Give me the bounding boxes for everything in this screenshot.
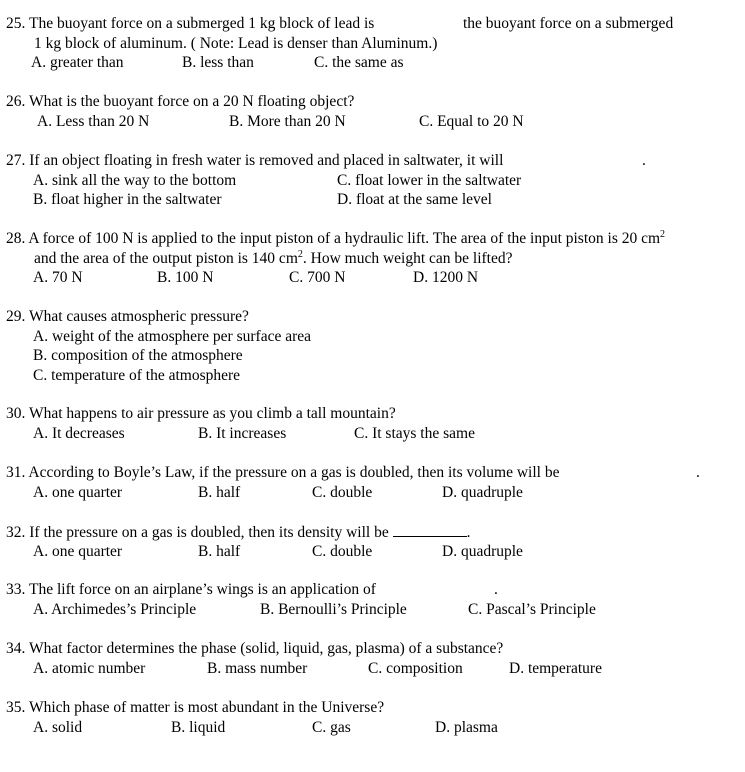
option-a[interactable]: A. one quarter bbox=[33, 542, 123, 560]
options-row bbox=[6, 112, 742, 132]
question-number: 31. bbox=[6, 464, 26, 481]
question-number: 26. bbox=[6, 93, 26, 110]
option-a[interactable]: A. sink all the way to the bottom bbox=[33, 171, 237, 189]
options-row bbox=[6, 424, 742, 444]
option-b[interactable]: B. half bbox=[198, 542, 241, 560]
option-b[interactable]: B. 100 N bbox=[157, 269, 214, 286]
question-stem bbox=[6, 229, 742, 249]
option-d[interactable]: D. float at the same level bbox=[337, 191, 492, 208]
question-number: 32. bbox=[6, 524, 26, 541]
question-text: and the area of the output piston is 140 cm bbox=[34, 249, 298, 267]
question-27 bbox=[6, 151, 742, 210]
question-text: If an object floating in fresh water is removed and placed in saltwater, it will bbox=[29, 152, 504, 169]
question-stem bbox=[6, 580, 742, 600]
option-c[interactable]: C. double bbox=[312, 542, 373, 560]
option-c[interactable]: C. It stays the same bbox=[354, 424, 475, 442]
question-number: 29. bbox=[6, 308, 26, 325]
question-25 bbox=[6, 14, 742, 73]
option-b[interactable]: B. less than bbox=[182, 54, 254, 71]
question-stem bbox=[6, 404, 742, 424]
option-b[interactable]: B. mass number bbox=[207, 659, 308, 677]
question-number: 33. bbox=[6, 581, 26, 598]
options-row bbox=[6, 659, 742, 679]
option-b[interactable]: B. More than 20 N bbox=[229, 112, 346, 130]
option-a[interactable]: A. solid bbox=[33, 718, 83, 736]
options-row bbox=[6, 53, 742, 73]
answer-blank-end: . bbox=[642, 152, 646, 169]
option-c[interactable]: C. Equal to 20 N bbox=[419, 112, 524, 130]
options-row bbox=[6, 718, 742, 738]
question-stem bbox=[6, 698, 742, 718]
superscript: 2 bbox=[297, 248, 303, 260]
question-stem bbox=[6, 14, 742, 34]
question-stem-line2: 1 kg block of aluminum. ( Note: Lead is denser than Aluminum.) bbox=[34, 34, 438, 52]
question-29 bbox=[6, 307, 742, 385]
question-text: . How much weight can be lifted? bbox=[302, 249, 513, 267]
option-a[interactable]: A. It decreases bbox=[33, 424, 125, 442]
question-text: Which phase of matter is most abundant in the Universe? bbox=[28, 699, 385, 716]
option-b[interactable]: B. Bernoulli’s Principle bbox=[260, 600, 407, 618]
option-c[interactable]: C. Pascal’s Principle bbox=[468, 600, 596, 618]
question-number: 35. bbox=[6, 699, 26, 716]
question-number: 30. bbox=[6, 405, 26, 422]
option-b[interactable]: B. It increases bbox=[198, 424, 287, 442]
question-stem bbox=[6, 639, 742, 659]
option-a[interactable]: A. 70 N bbox=[33, 269, 83, 286]
options-row bbox=[6, 483, 742, 503]
question-stem bbox=[6, 151, 742, 171]
option-c[interactable]: C. the same as bbox=[314, 54, 404, 71]
question-stem bbox=[6, 307, 742, 327]
question-number: 27. bbox=[6, 152, 26, 169]
option-c[interactable]: C. gas bbox=[312, 718, 351, 736]
option-c[interactable]: C. temperature of the atmosphere bbox=[33, 366, 241, 384]
options-row bbox=[6, 171, 742, 191]
question-text-continued: the buoyant force on a submerged bbox=[463, 15, 674, 32]
option-c[interactable]: C. float lower in the saltwater bbox=[337, 171, 522, 189]
question-text: According to Boyle’s Law, if the pressure on a gas is doubled, then its volume will be bbox=[28, 464, 560, 481]
question-stem bbox=[6, 463, 742, 483]
option-a[interactable]: A. Less than 20 N bbox=[37, 112, 150, 130]
option-a[interactable]: A. greater than bbox=[31, 54, 124, 71]
question-number: 25. bbox=[6, 15, 26, 32]
question-28 bbox=[6, 229, 742, 288]
option-d[interactable]: D. 1200 N bbox=[413, 269, 479, 286]
superscript: 2 bbox=[660, 228, 666, 240]
question-text: What happens to air pressure as you climb a tall mountain? bbox=[28, 405, 396, 422]
question-text: The buoyant force on a submerged 1 kg block of lead is bbox=[28, 15, 375, 32]
question-stem bbox=[6, 92, 742, 112]
option-b[interactable]: B. half bbox=[198, 483, 241, 501]
option-a[interactable]: A. weight of the atmosphere per surface area bbox=[33, 327, 312, 345]
question-stem-line2 bbox=[6, 249, 742, 269]
option-b[interactable]: B. float higher in the saltwater bbox=[33, 191, 222, 208]
question-33 bbox=[6, 580, 742, 619]
options-row bbox=[6, 600, 742, 620]
option-d[interactable]: D. quadruple bbox=[442, 483, 523, 501]
option-c[interactable]: C. 700 N bbox=[289, 269, 346, 286]
option-d[interactable]: D. plasma bbox=[435, 718, 498, 736]
question-34 bbox=[6, 639, 742, 678]
question-32 bbox=[6, 522, 742, 561]
question-35 bbox=[6, 698, 742, 737]
question-text: If the pressure on a gas is doubled, then its density will be bbox=[29, 524, 389, 541]
answer-blank[interactable] bbox=[393, 522, 467, 537]
question-text: What factor determines the phase (solid, liquid, gas, plasma) of a substance? bbox=[28, 640, 504, 657]
answer-blank-end: . bbox=[494, 581, 498, 598]
answer-blank-end: . bbox=[466, 524, 471, 541]
option-a[interactable]: A. atomic number bbox=[33, 659, 146, 677]
question-text: What is the buoyant force on a 20 N floating object? bbox=[28, 93, 355, 110]
question-text: What causes atmospheric pressure? bbox=[28, 308, 249, 325]
question-stem bbox=[6, 522, 742, 542]
question-text: A force of 100 N is applied to the input piston of a hydraulic lift. The area of the input piston is 20 cm bbox=[28, 230, 661, 247]
option-d[interactable]: D. temperature bbox=[509, 659, 602, 677]
option-a[interactable]: A. one quarter bbox=[33, 483, 123, 501]
option-d[interactable]: D. quadruple bbox=[442, 542, 523, 560]
question-number: 34. bbox=[6, 640, 26, 657]
answer-blank-end: . bbox=[696, 464, 700, 481]
options-row bbox=[6, 190, 742, 210]
options-row bbox=[6, 268, 742, 288]
option-b[interactable]: B. composition of the atmosphere bbox=[33, 347, 243, 364]
question-30 bbox=[6, 404, 742, 443]
option-a[interactable]: A. Archimedes’s Principle bbox=[33, 600, 197, 618]
question-number: 28. bbox=[6, 230, 26, 247]
options-row bbox=[6, 542, 742, 562]
option-b[interactable]: B. liquid bbox=[171, 718, 226, 736]
question-text: The lift force on an airplane’s wings is an application of bbox=[28, 581, 376, 598]
question-31 bbox=[6, 463, 742, 502]
option-c[interactable]: C. composition bbox=[368, 659, 463, 677]
question-26 bbox=[6, 92, 742, 131]
option-c[interactable]: C. double bbox=[312, 483, 373, 501]
